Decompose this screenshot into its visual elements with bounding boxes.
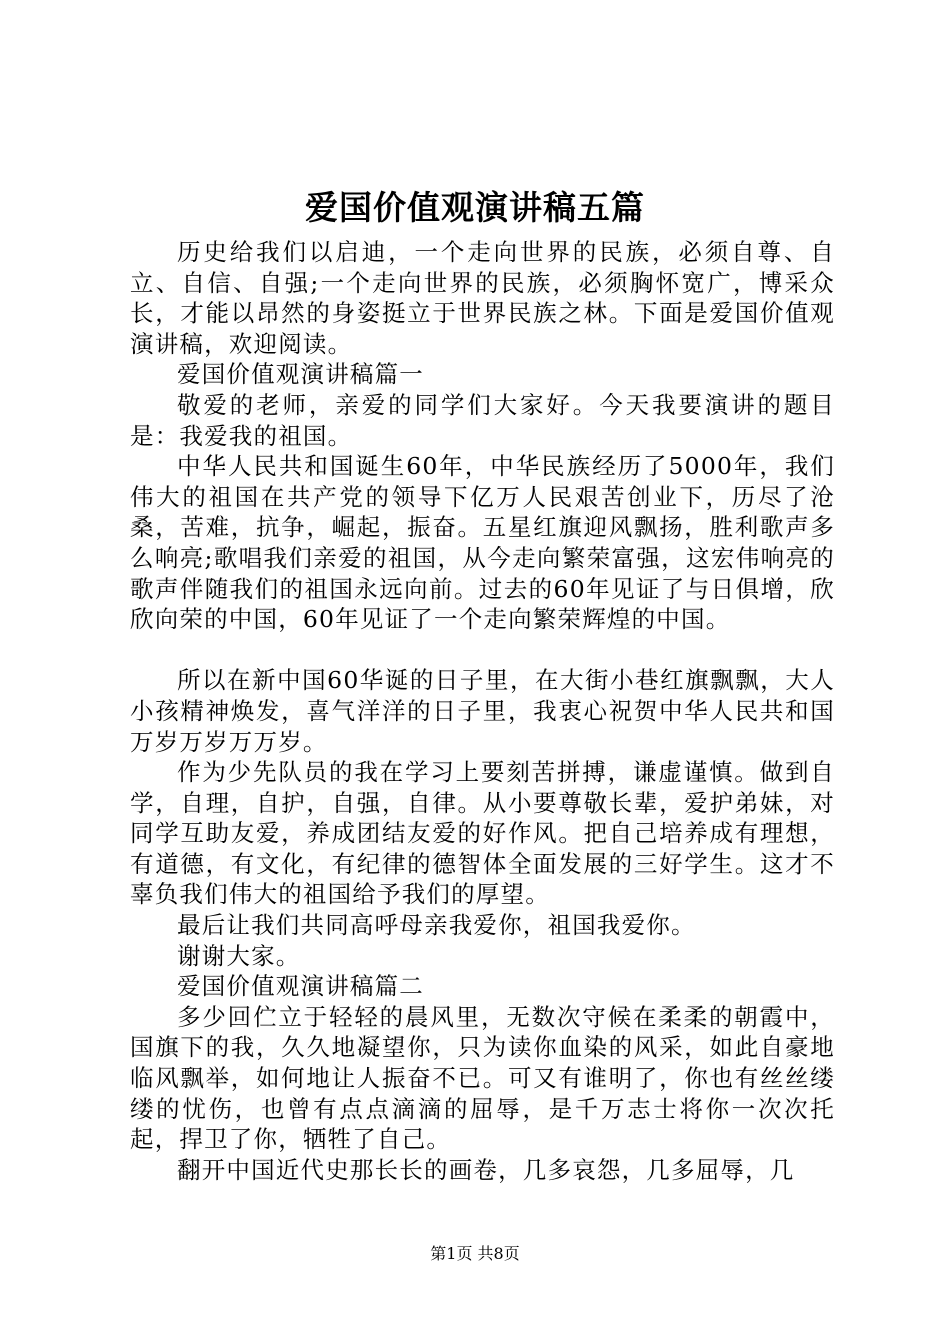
intro-paragraph: 历史给我们以启迪，一个走向世界的民族，必须自尊、自立、自信、自强;一个走向世界的民族，必须胸怀宽广，博采众长，才能以昂然的身姿挺立于世界民族之林。下面是爱国价值观演讲稿，欢迎阅读。 [130,238,835,358]
section-heading: 爱国价值观演讲稿篇二 [177,972,424,1001]
paragraph: 谢谢大家。 [177,941,301,970]
paragraph: 所以在新中国60华诞的日子里，在大街小巷红旗飘飘，大人小孩精神焕发，喜气洋洋的日子里，我衷心祝贺中华人民共和国万岁万岁万万岁。 [130,666,835,756]
paragraph: 最后让我们共同高呼母亲我爱你，祖国我爱你。 [177,911,696,940]
paragraph: 敬爱的老师，亲爱的同学们大家好。今天我要演讲的题目是：我爱我的祖国。 [130,390,835,450]
section-heading: 爱国价值观演讲稿篇一 [177,360,424,389]
paragraph: 作为少先队员的我在学习上要刻苦拼搏，谦虚谨慎。做到自学，自理，自护，自强，自律。从小要尊敬长辈，爱护弟妹，对同学互助友爱，养成团结友爱的好作风。把自己培养成有理想，有道德，有文化，有纪律的德智体全面发展的三好学生。这才不辜负我们伟大的祖国给予我们的厚望。 [130,758,835,909]
paragraph-spacer [130,635,835,666]
page-footer: 第1页 共8页 [430,1244,520,1263]
document-title: 爱国价值观演讲稿五篇 [305,188,645,227]
paragraph: 多少回伫立于轻轻的晨风里，无数次守候在柔柔的朝霞中，国旗下的我，久久地凝望你，只为读你血染的风采，如此自豪地临风飘举，如何地让人振奋不已。可又有谁明了，你也有丝丝缕缕的忧伤，也曾有点点滴滴的屈辱，是千万志士将你一次次托起，捍卫了你，牺牲了自己。 [130,1002,835,1154]
paragraph: 翻开中国近代史那长长的画卷，几多哀怨，几多屈辱，几 [177,1155,795,1184]
paragraph: 中华人民共和国诞生60年，中华民族经历了5000年，我们伟大的祖国在共产党的领导下亿万人民艰苦创业下，历尽了沧桑，苦难，抗争，崛起，振奋。五星红旗迎风飘扬，胜利歌声多么响亮;歌唱我们亲爱的祖国，从今走向繁荣富强，这宏伟响亮的歌声伴随我们的祖国永远向前。过去的60年见证了与日俱增，欣欣向荣的中国，60年见证了一个走向繁荣辉煌的中国。 [130,452,835,634]
document-body [130,237,835,1185]
